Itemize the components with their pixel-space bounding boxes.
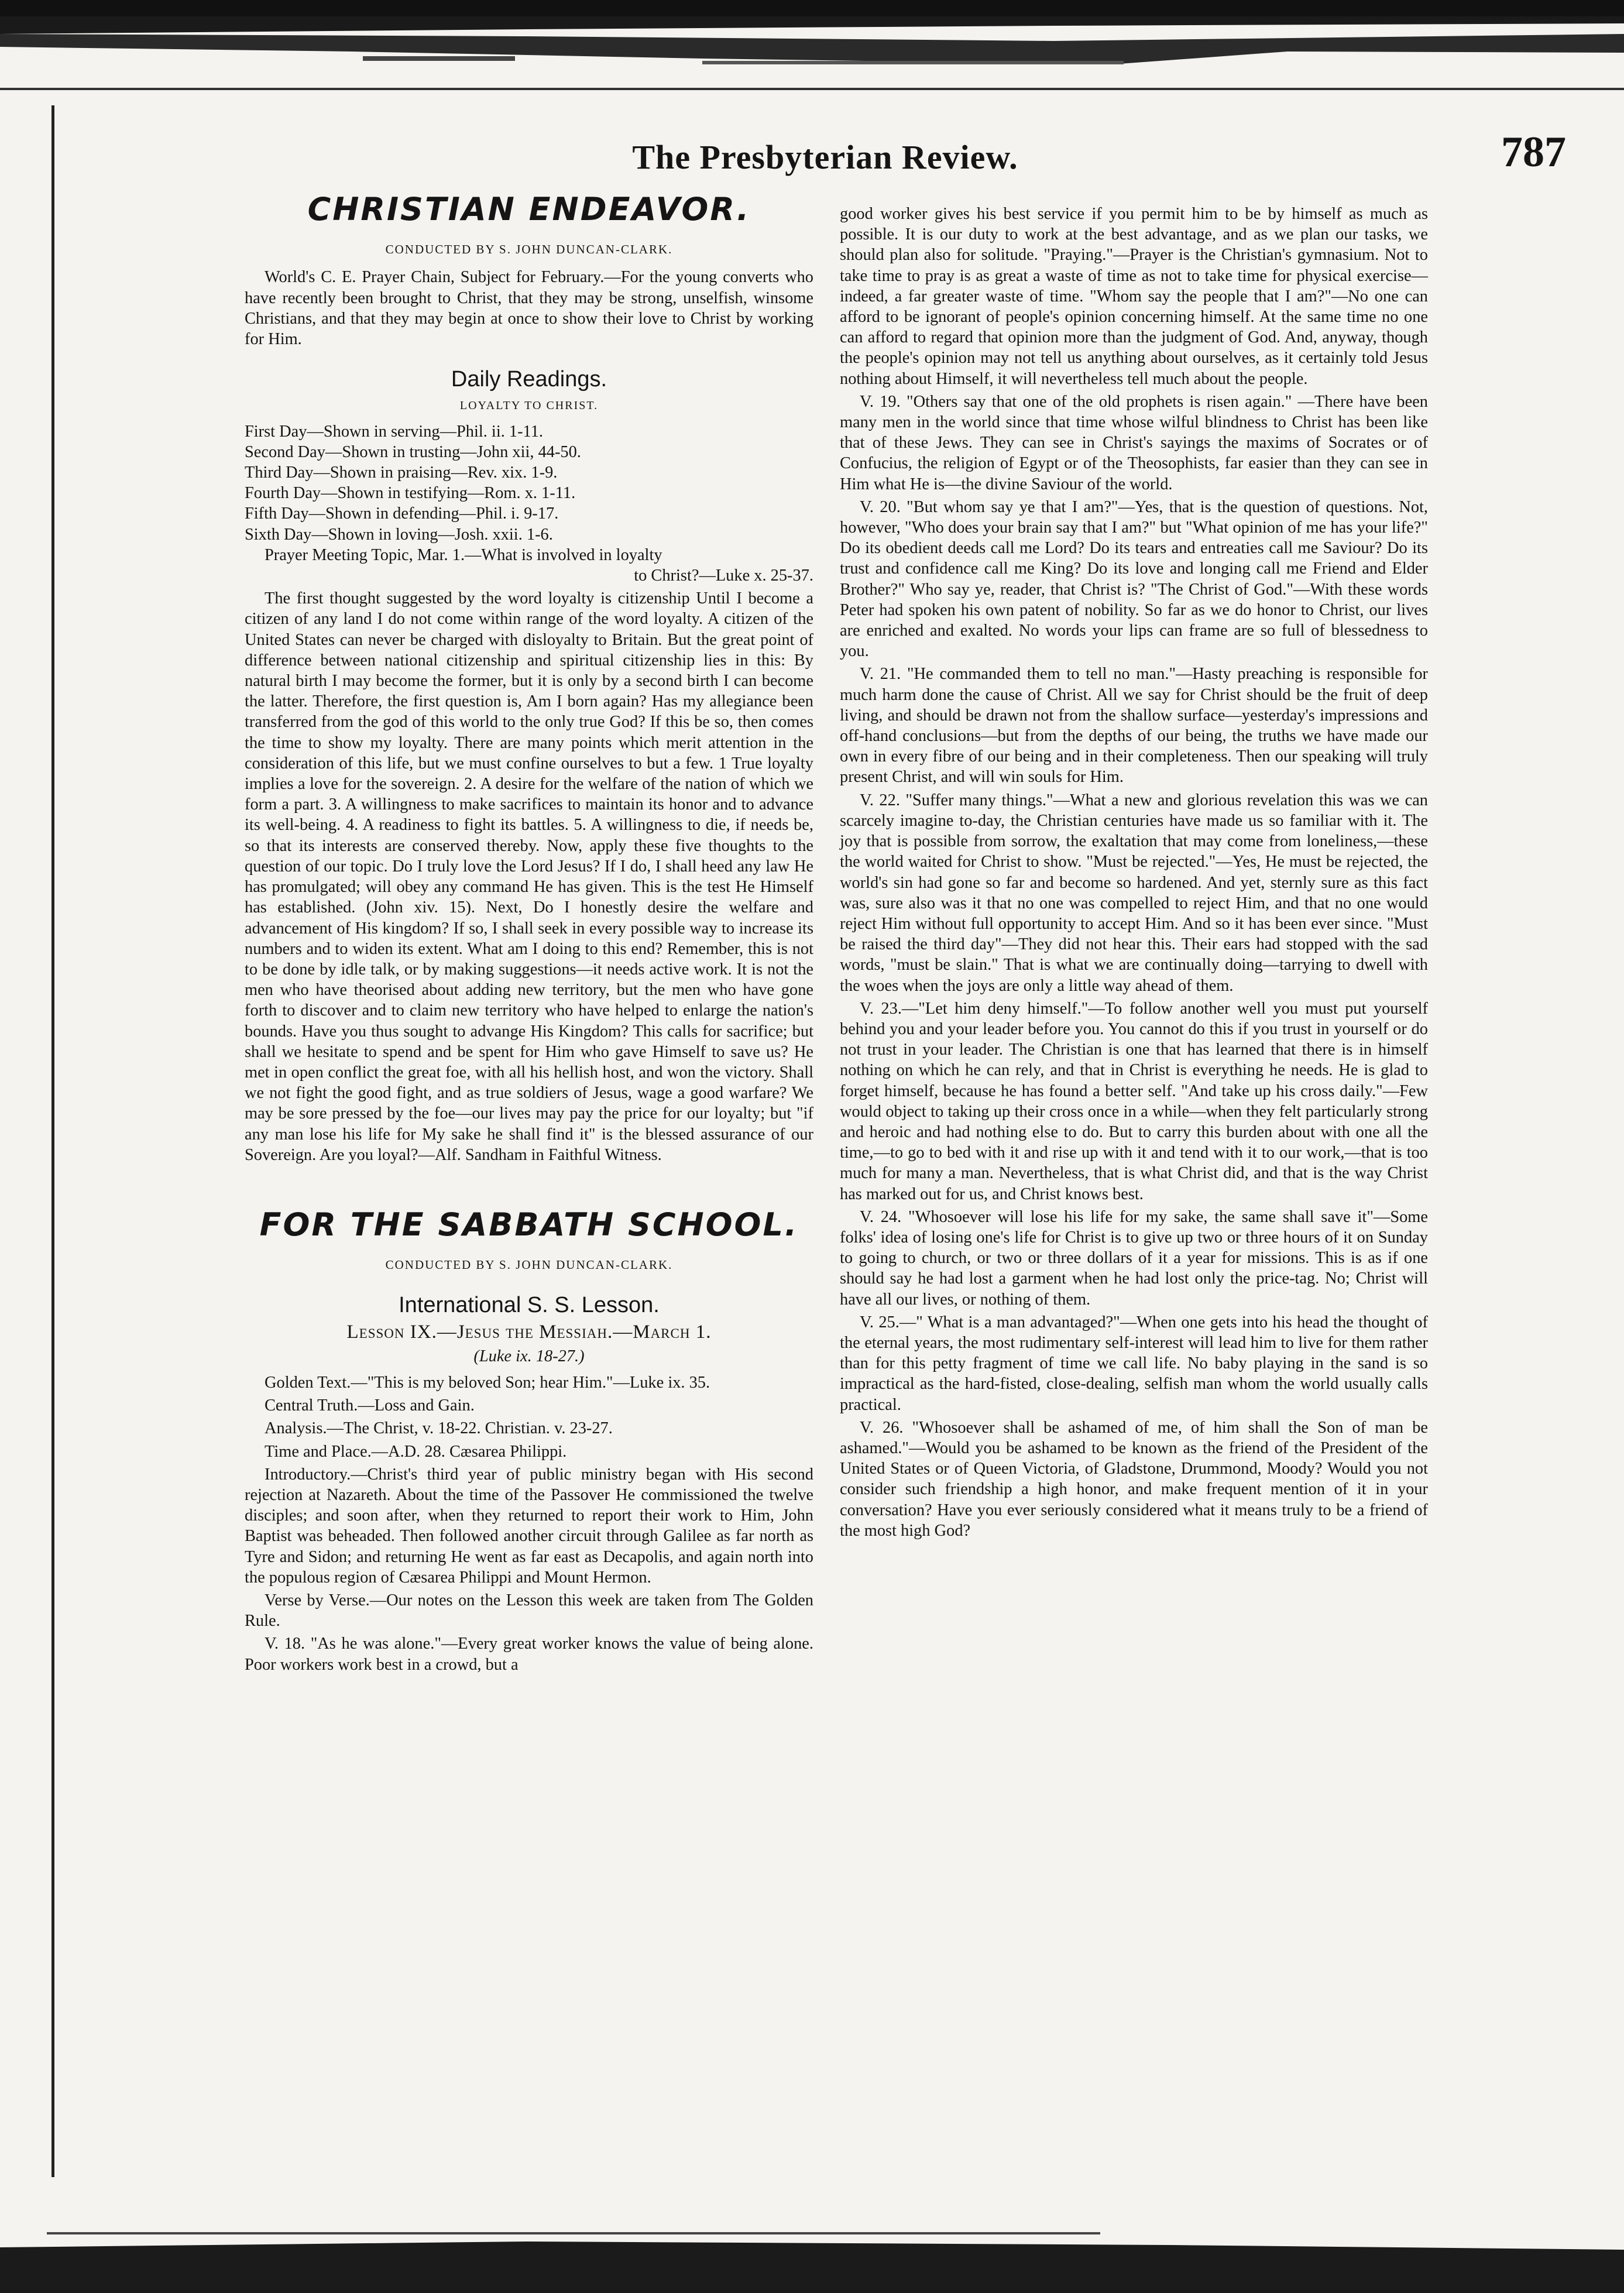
reading-item: Fourth Day—Shown in testifying—Rom. x. 1-11.: [245, 484, 576, 503]
reading-item: Fifth Day—Shown in defending—Phil. i. 9-17.: [245, 504, 559, 523]
verse-26: V. 26. "Whosoever shall be ashamed of me, of him shall the Son of man be ashamed."—Would you be ashamed to be known as the friend of the President of the United States or of Queen Victoria, of Gladstone, Drummond, Moody? Would you not consider such friendship a high honor, and make frequent mention of it in your conversation? Have you ever seriously considered what it means truly to be a friend of the most high God?: [840, 1418, 1428, 1540]
daily-readings-list: [245, 421, 813, 545]
lesson-scripture: (Luke ix. 18-27.): [473, 1347, 585, 1365]
introductory: Introductory.—Christ's third year of public ministry began with His second rejection at Nazareth. About the time of the Passover He commissioned the twelve disciples; and soon after, when they returned to report their work to Him, John Baptist was beheaded. Then followed another circuit through Galilee as far north as Tyre and Sidon; and returning He went as far east as Decapolis, and again north into the populous region of Cæsarea Philippi and Mount Hermon.: [245, 1465, 813, 1587]
verse-22: V. 22. "Suffer many things."—What a new and glorious revelation this was we can scarcely imagine to-day, the Christian centuries have made us so familiar with it. The joy that is possible from sorrow, the exaltation that may come from loneliness,—these the world waited for Christ to show. "Must be rejected."—Yes, He must be rejected, the world's sin had gone so far and become so hardened. And yet, sternly sure as this fact was, sure also was it that no one was compelled to reject Him, and that no one would reject Him without full opportunity to accept Him. And so it has been ever since. "Must be raised the third day"—They did not hear this. Their ears had stopped with the sad words, "must be slain." That is what we are continually doing—tarrying to dwell with the woes when the joys are only a little way ahead of them.: [840, 791, 1428, 995]
golden-text: Golden Text.—"This is my beloved Son; hear Him."—Luke ix. 35.: [265, 1373, 710, 1392]
scan-left-margin-rule: [51, 105, 54, 2177]
reading-item: First Day—Shown in serving—Phil. ii. 1-11.: [245, 422, 543, 441]
daily-readings-subtitle: LOYALTY TO CHRIST.: [459, 399, 599, 413]
christian-endeavor-title: CHRISTIAN ENDEAVOR.: [307, 191, 751, 228]
lesson-title: Lesson IX.—Jesus the Messiah.—March 1.: [346, 1321, 712, 1343]
scan-bottom-edge: [0, 2224, 1624, 2293]
verse-25: V. 25.—" What is a man advantaged?"—When one gets into his head the thought of the eternal years, the most rudimentary self-interest will lead him to live for them rather than for this petty fragment of time we call life. No baby playing in the sand is so impractical as the hard-fisted, close-dealing, selfish man whom the world usually calls practical.: [840, 1313, 1428, 1414]
reading-item: Sixth Day—Shown in loving—Josh. xxii. 1-6.: [245, 525, 553, 544]
left-column: [245, 187, 813, 1677]
lesson-heading: International S. S. Lesson.: [399, 1293, 660, 1318]
prayer-meeting-topic: [245, 545, 813, 586]
prayer-chain-paragraph: World's C. E. Prayer Chain, Subject for February.—For the young converts who have recently been brought to Christ, that they may be strong, unselfish, winsome Christians, and that they may begin at once to show their love to Christ by working for Him.: [245, 268, 813, 349]
verse-18-continued: good worker gives his best service if you permit him to be by himself as much as possible. It is our duty to work at the best advantage, and as we plan our tasks, we should plan also for solitude. "Praying."—Prayer is the Christian's gymnasium. Not to take time to pray is as great a waste of time as not to take time for physical exercise—indeed, a far greater waste of time. "Whom say the people that I am?"—No one can afford to be ignorant of people's opinion concerning himself. At the same time no one can afford to regard that opinion more than the judgment of God. And, anyway, though the people's opinion may not tell us anything about ourselves, as it certainly told Jesus nothing about Himself, it will nevertheless tell much about the people.: [840, 205, 1428, 388]
right-column: [840, 204, 1428, 1543]
prayer-topic-line-2: to Christ?—Luke x. 25-37.: [634, 567, 813, 585]
verse-by-verse: Verse by Verse.—Our notes on the Lesson this week are taken from The Golden Rule.: [245, 1591, 813, 1630]
verse-23: V. 23.—"Let him deny himself."—To follow another well you must put yourself behind you and your leader before you. You cannot do this if you trust in yourself or do not trust in your leader. The Christian is one that has learned that there is in himself nothing on which he can rely, and that in Christ is everything he needs. He is glad to forget himself, because he has found a better self. "And take up his cross daily."—Few would object to taking up their cross once in a while—when they felt particularly strong and heroic and had nothing else to do. But to carry this burden about with one all the time,—to go to bed with it and rise up with it and tend with it to our work,—that is too much for many a man. Nevertheless, that is what Christ did, and that is the way Christ has marked out for us, and Christ knows best.: [840, 999, 1428, 1203]
verse-20: V. 20. "But whom say ye that I am?"—Yes, that is the question of questions. Not, however, "Who does your brain say that I am?" but "What opinion of me has your life?" Do its obedient deeds call me Lord? Do its tears and entreaties call me Saviour? Do its trust and confidence call me King? Do its love and longing call me Friend and Elder Brother?" Who say ye, reader, that Christ is? "The Christ of God."—With these words Peter had spoken his own patent of nobility. So far as we do honor to Christ, our lives are enriched and exalted. No words your lips can frame are so full of blessedness to you.: [840, 497, 1428, 661]
verse-24: V. 24. "Whosoever will lose his life for my sake, the same shall save it"—Some folks' idea of losing one's life for Christ is to give up two or three hours of it on Sunday to going to church, or two or three dollars of it a year for missions. This is as if one should say he had lost a garment when he had lost only the price-tag. No; Christ will have all our lives, or nothing of them.: [840, 1207, 1428, 1309]
reading-item: Second Day—Shown in trusting—John xii, 44-50.: [245, 442, 581, 461]
endeavor-byline: CONDUCTED BY S. JOHN DUNCAN-CLARK.: [385, 242, 673, 257]
sabbath-school-title: FOR THE SABBATH SCHOOL.: [259, 1206, 799, 1243]
scan-top-edge: [0, 0, 1624, 111]
central-truth: Central Truth.—Loss and Gain.: [265, 1396, 475, 1415]
page-number: 787: [1501, 128, 1566, 176]
daily-readings-heading: Daily Readings.: [451, 367, 607, 392]
verse-21: V. 21. "He commanded them to tell no man."—Hasty preaching is responsible for much harm done the cause of Christ. All we say for Christ should be the fruit of deep living, and should be drawn not from the shallow surface—yesterday's impressions and off-hand conclusions—but from the depths of our being, the truths we have made our own in every fibre of our being and in their completeness. Then our speaking will truly present Christ, and will win souls for Him.: [840, 665, 1428, 787]
journal-title: The Presbyterian Review.: [632, 138, 1018, 176]
time-and-place: Time and Place.—A.D. 28. Cæsarea Philippi.: [265, 1442, 567, 1461]
verse-19: V. 19. "Others say that one of the old prophets is risen again." —There have been many men in the world since that time whose wilful blindness to Christ has been like that of these Jews. They can see in Christ's sayings the maxims of Socrates or of Confucius, the religion of Egypt or of the Theosophists, far easier than they can see in Him what He is—the divine Saviour of the world.: [840, 392, 1428, 493]
reading-item: Third Day—Shown in praising—Rev. xix. 1-9.: [245, 464, 558, 482]
prayer-topic-line-1: Prayer Meeting Topic, Mar. 1.—What is involved in loyalty: [265, 545, 662, 564]
sabbath-byline: CONDUCTED BY S. JOHN DUNCAN-CLARK.: [385, 1258, 673, 1272]
loyalty-article-body: The first thought suggested by the word loyalty is citizenship Until I become a citizen of any land I do not come within range of the word loyalty. A citizen of the United States can never be charged with disloyalty to Britain. But the great point of difference between national citizenship and spiritual citizenship lies in this: By natural birth I may become the former, but it is only by a second birth I can become the latter. Therefore, the first question is, Am I born again? Has my allegiance been transferred from the god of this world to the only true God? If this be so, then comes the time to show my loyalty. There are many points which merit attention in the consideration of this life, but we must confine ourselves to but a few. 1 True loyalty implies a love for the sovereign. 2. A desire for the welfare of the nation of which we form a part. 3. A willingness to make sacrifices to maintain its honor and to advance its well-being. 4. A readiness to fight its battles. 5. A willingness to die, if needs be, so that its interests are conserved thereby. Now, apply these five thoughts to the question of our topic. Do I truly love the Lord Jesus? If I do, I shall heed any law He has promulgated; will obey any command He has given. This is the test He Himself has established. (John xiv. 15). Next, Do I honestly desire the welfare and advancement of His kingdom? If so, I shall seek in every possible way to increase its numbers and to widen its extent. What am I doing to this end? Remember, this is not to be done by idle talk, or by making suggestions—it needs active work. It is not the men who have theorised about adding new territory, but the men who have gone forth to discover and to claim new territory who have helped to enlarge the nation's bounds. Have you thus sought to advange His Kingdom? This calls for sacrifice; but shall we hesitate to spend and be spent for Him who gave Himself to save us? He met in open conflict the great foe, with all his hellish host, and won the victory. Shall we not fight the good fight, and as true soldiers of Jesus, wage a good warfare? We may be sore pressed by the foe—our lives may pay the price for our loyalty; but "if any man lose his life for My sake he shall find it" is the blessed assurance of our Sovereign. Are you loyal?—Alf. Sandham in Faithful Witness.: [245, 589, 813, 1164]
analysis: Analysis.—The Christ, v. 18-22. Christian. v. 23-27.: [265, 1419, 613, 1438]
verse-18-start: V. 18. "As he was alone."—Every great worker knows the value of being alone. Poor workers work best in a crowd, but a: [245, 1635, 813, 1674]
